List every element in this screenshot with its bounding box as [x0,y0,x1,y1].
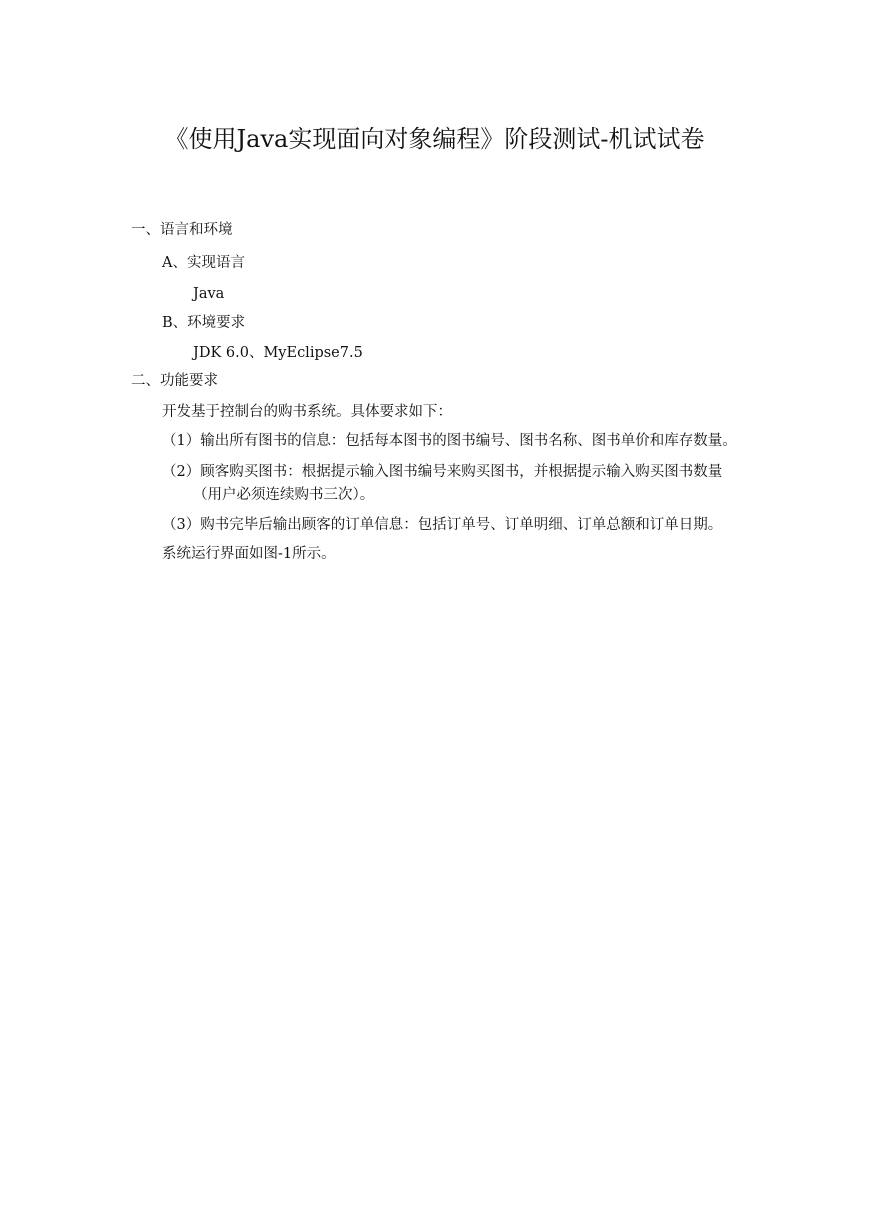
requirement-1: （1）输出所有图书的信息：包括每本图书的图书编号、图书名称、图书单价和库存数量。 [162,433,737,449]
section1-a-value: Java [193,286,225,302]
section1-heading: 一、语言和环境 [131,222,233,238]
document-title: 《使用Java实现面向对象编程》阶段测试-机试试卷 [164,125,705,153]
section1-b-value: JDK 6.0、MyEclipse7.5 [193,345,363,361]
requirement-2-line-1: （2）顾客购买图书：根据提示输入图书编号来购买图书，并根据提示输入购买图书数量 [162,464,723,480]
requirement-3: （3）购书完毕后输出顾客的订单信息：包括订单号、订单明细、订单总额和订单日期。 [162,517,723,533]
section1-a-heading: A、实现语言 [162,255,245,271]
section2-heading: 二、功能要求 [131,373,218,389]
requirement-2-line-2: （用户必须连续购书三次）。 [193,487,375,503]
section1-b-heading: B、环境要求 [162,315,246,331]
section2-intro: 开发基于控制台的购书系统。具体要求如下： [162,404,452,420]
figure-reference: 系统运行界面如图-1所示。 [162,546,336,562]
